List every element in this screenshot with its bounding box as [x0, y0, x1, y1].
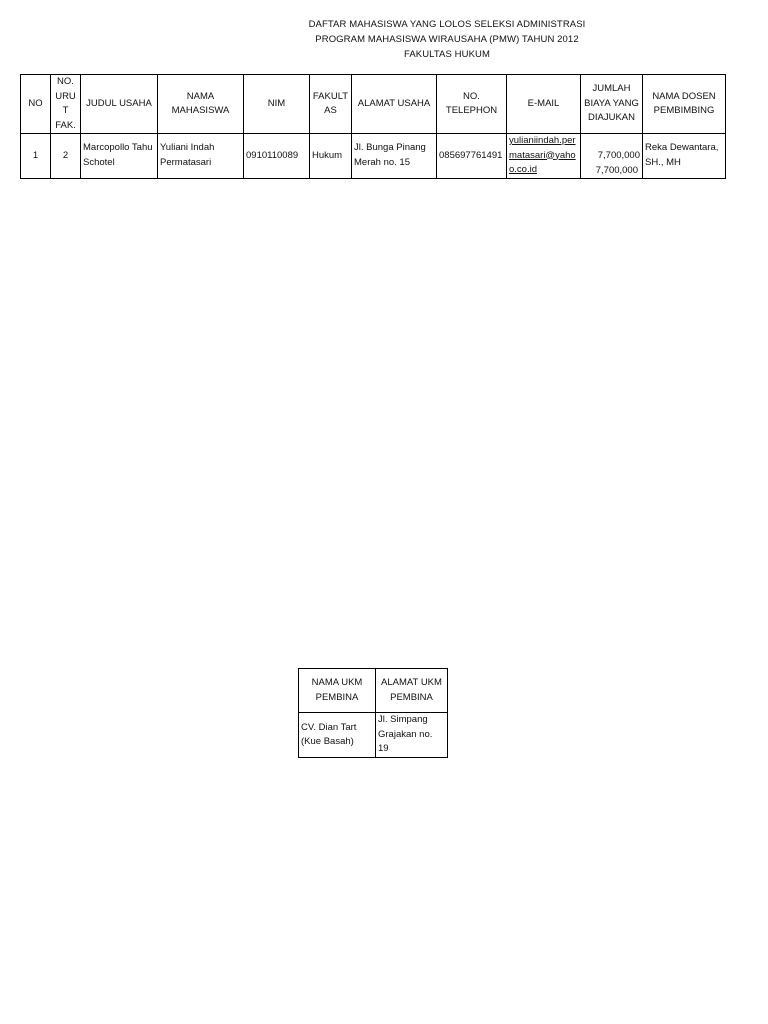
ukm-header-alamat: ALAMAT UKM PEMBINA — [376, 669, 448, 713]
header-no: NO — [21, 75, 51, 134]
title-line-2: PROGRAM MAHASISWA WIRAUSAHA (PMW) TAHUN 2012 — [315, 34, 579, 45]
header-biaya: JUMLAH BIAYA YANG DIAJUKAN — [581, 75, 643, 134]
header-dosen: NAMA DOSEN PEMBIMBING — [643, 75, 726, 134]
cell-telepon: 085697761491 — [437, 134, 507, 179]
cell-nama: Yuliani Indah Permatasari — [158, 134, 244, 179]
ukm-cell-nama: CV. Dian Tart (Kue Basah) — [299, 713, 376, 758]
title-line-3: FAKULTAS HUKUM — [403, 49, 491, 60]
header-alamat: ALAMAT USAHA — [352, 75, 437, 134]
header-fakultas: FAKULTAS — [310, 75, 352, 134]
total-biaya: 7,700,000 — [595, 165, 638, 176]
header-telepon: NO. TELEPHON — [437, 75, 507, 134]
header-email: E-MAIL — [507, 75, 581, 134]
ukm-header-nama: NAMA UKM PEMBINA — [299, 669, 376, 713]
ukm-table — [298, 668, 448, 758]
cell-dosen: Reka Dewantara, SH., MH — [643, 134, 726, 179]
cell-biaya: 7,700,000 — [581, 134, 643, 179]
ukm-header-row — [299, 669, 448, 713]
email-link[interactable]: yulianiindah.permatasari@yahoo.co.id — [507, 134, 581, 179]
document-title — [0, 17, 768, 62]
title-line-1: DAFTAR MAHASISWA YANG LOLOS SELEKSI ADMINISTRASI — [308, 19, 586, 30]
header-urut: NO. URUT FAK. — [51, 75, 81, 134]
cell-fakultas: Hukum — [310, 134, 352, 179]
header-nim: NIM — [244, 75, 310, 134]
ukm-cell-alamat: Jl. Simpang Grajakan no. 19 — [376, 713, 448, 758]
cell-urut: 2 — [51, 134, 81, 179]
cell-nim: 0910110089 — [244, 134, 310, 179]
header-judul: JUDUL USAHA — [81, 75, 158, 134]
table-header-row — [21, 75, 726, 134]
cell-alamat: Jl. Bunga Pinang Merah no. 15 — [352, 134, 437, 179]
table-row — [299, 713, 448, 758]
cell-no: 1 — [21, 134, 51, 179]
header-nama: NAMA MAHASISWA — [158, 75, 244, 134]
cell-judul: Marcopollo Tahu Schotel — [81, 134, 158, 179]
